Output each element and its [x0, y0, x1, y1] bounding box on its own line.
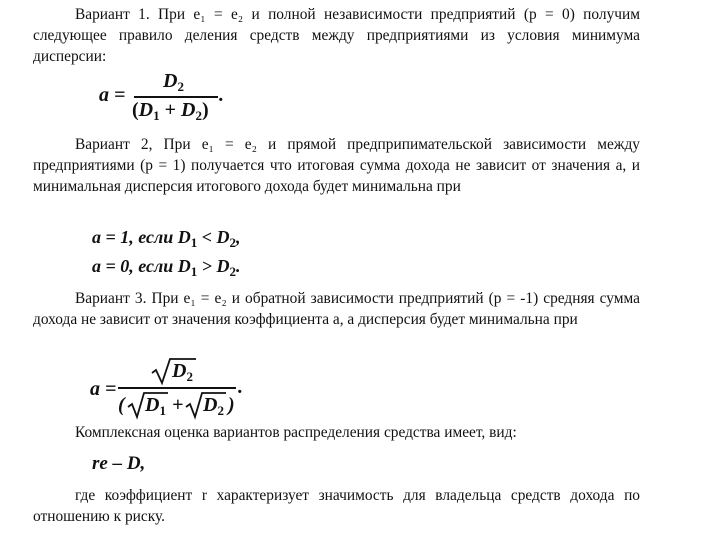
formula1-denominator: $(D_1 + D_2)$	[132, 99, 209, 123]
formula3-lhs: a =	[90, 378, 117, 400]
paragraph-complex-assessment	[33, 422, 640, 443]
formula3-fraction-bar	[118, 387, 236, 389]
formula3-denominator-d2: $D_2$	[203, 394, 224, 418]
paragraph-complex-assessment-text: Комплексная оценка вариантов распределения средства имеет, вид:	[75, 424, 517, 441]
paragraph-variant-2	[33, 134, 640, 197]
formula3-numerator: $D_2$	[172, 360, 193, 384]
formula3-plus: +	[172, 394, 184, 416]
formula1-fraction-bar	[134, 96, 218, 98]
formula3-open-paren: (	[118, 394, 125, 416]
paragraph-variant-2-text: Вариант 2, При e₁ = e₂ и прямой предприпимательской зависимости между предприятиями (р = 1) получается что итоговая сумма дохода не зависит от значения а, и минимальная дисперсия итогового дохода будет минимальна при	[33, 136, 640, 195]
formula1-period: .	[219, 84, 224, 106]
paragraph-variant-1	[33, 4, 640, 67]
paragraph-coefficient-r	[33, 485, 640, 527]
formula-complex-assessment: re – D,	[92, 453, 146, 474]
formula3-period: .	[238, 376, 243, 398]
paragraph-variant-3	[33, 288, 640, 330]
formula3-close-paren: )	[228, 394, 235, 416]
paragraph-variant-1-text: Вариант 1. При e₁ = e₂ и полной независимости предприятий (р = 0) получим следующее правило деления средств между предприятиями из условия минимума дисперсии:	[33, 6, 640, 65]
formula1-numerator: $D_2$	[163, 70, 184, 94]
paragraph-coefficient-r-text: где коэффициент r характеризует значимость для владельца средств дохода по отношению к риску.	[33, 487, 640, 525]
condition-a-equals-0: a = 0, если $D_1 > D_2$.	[92, 256, 241, 279]
condition-a-equals-1: a = 1, если $D_1 < D_2$,	[92, 227, 241, 250]
paragraph-variant-3-text: Вариант 3. При e₁ = e₂ и обратной зависимости предприятий (р = -1) средняя сумма дохода не зависит от значения коэффициента а, а дисперсия будет минимальна при	[33, 290, 640, 328]
formula3-denominator-d1: $D_1$	[145, 394, 166, 418]
formula1-lhs: a =	[99, 84, 126, 106]
